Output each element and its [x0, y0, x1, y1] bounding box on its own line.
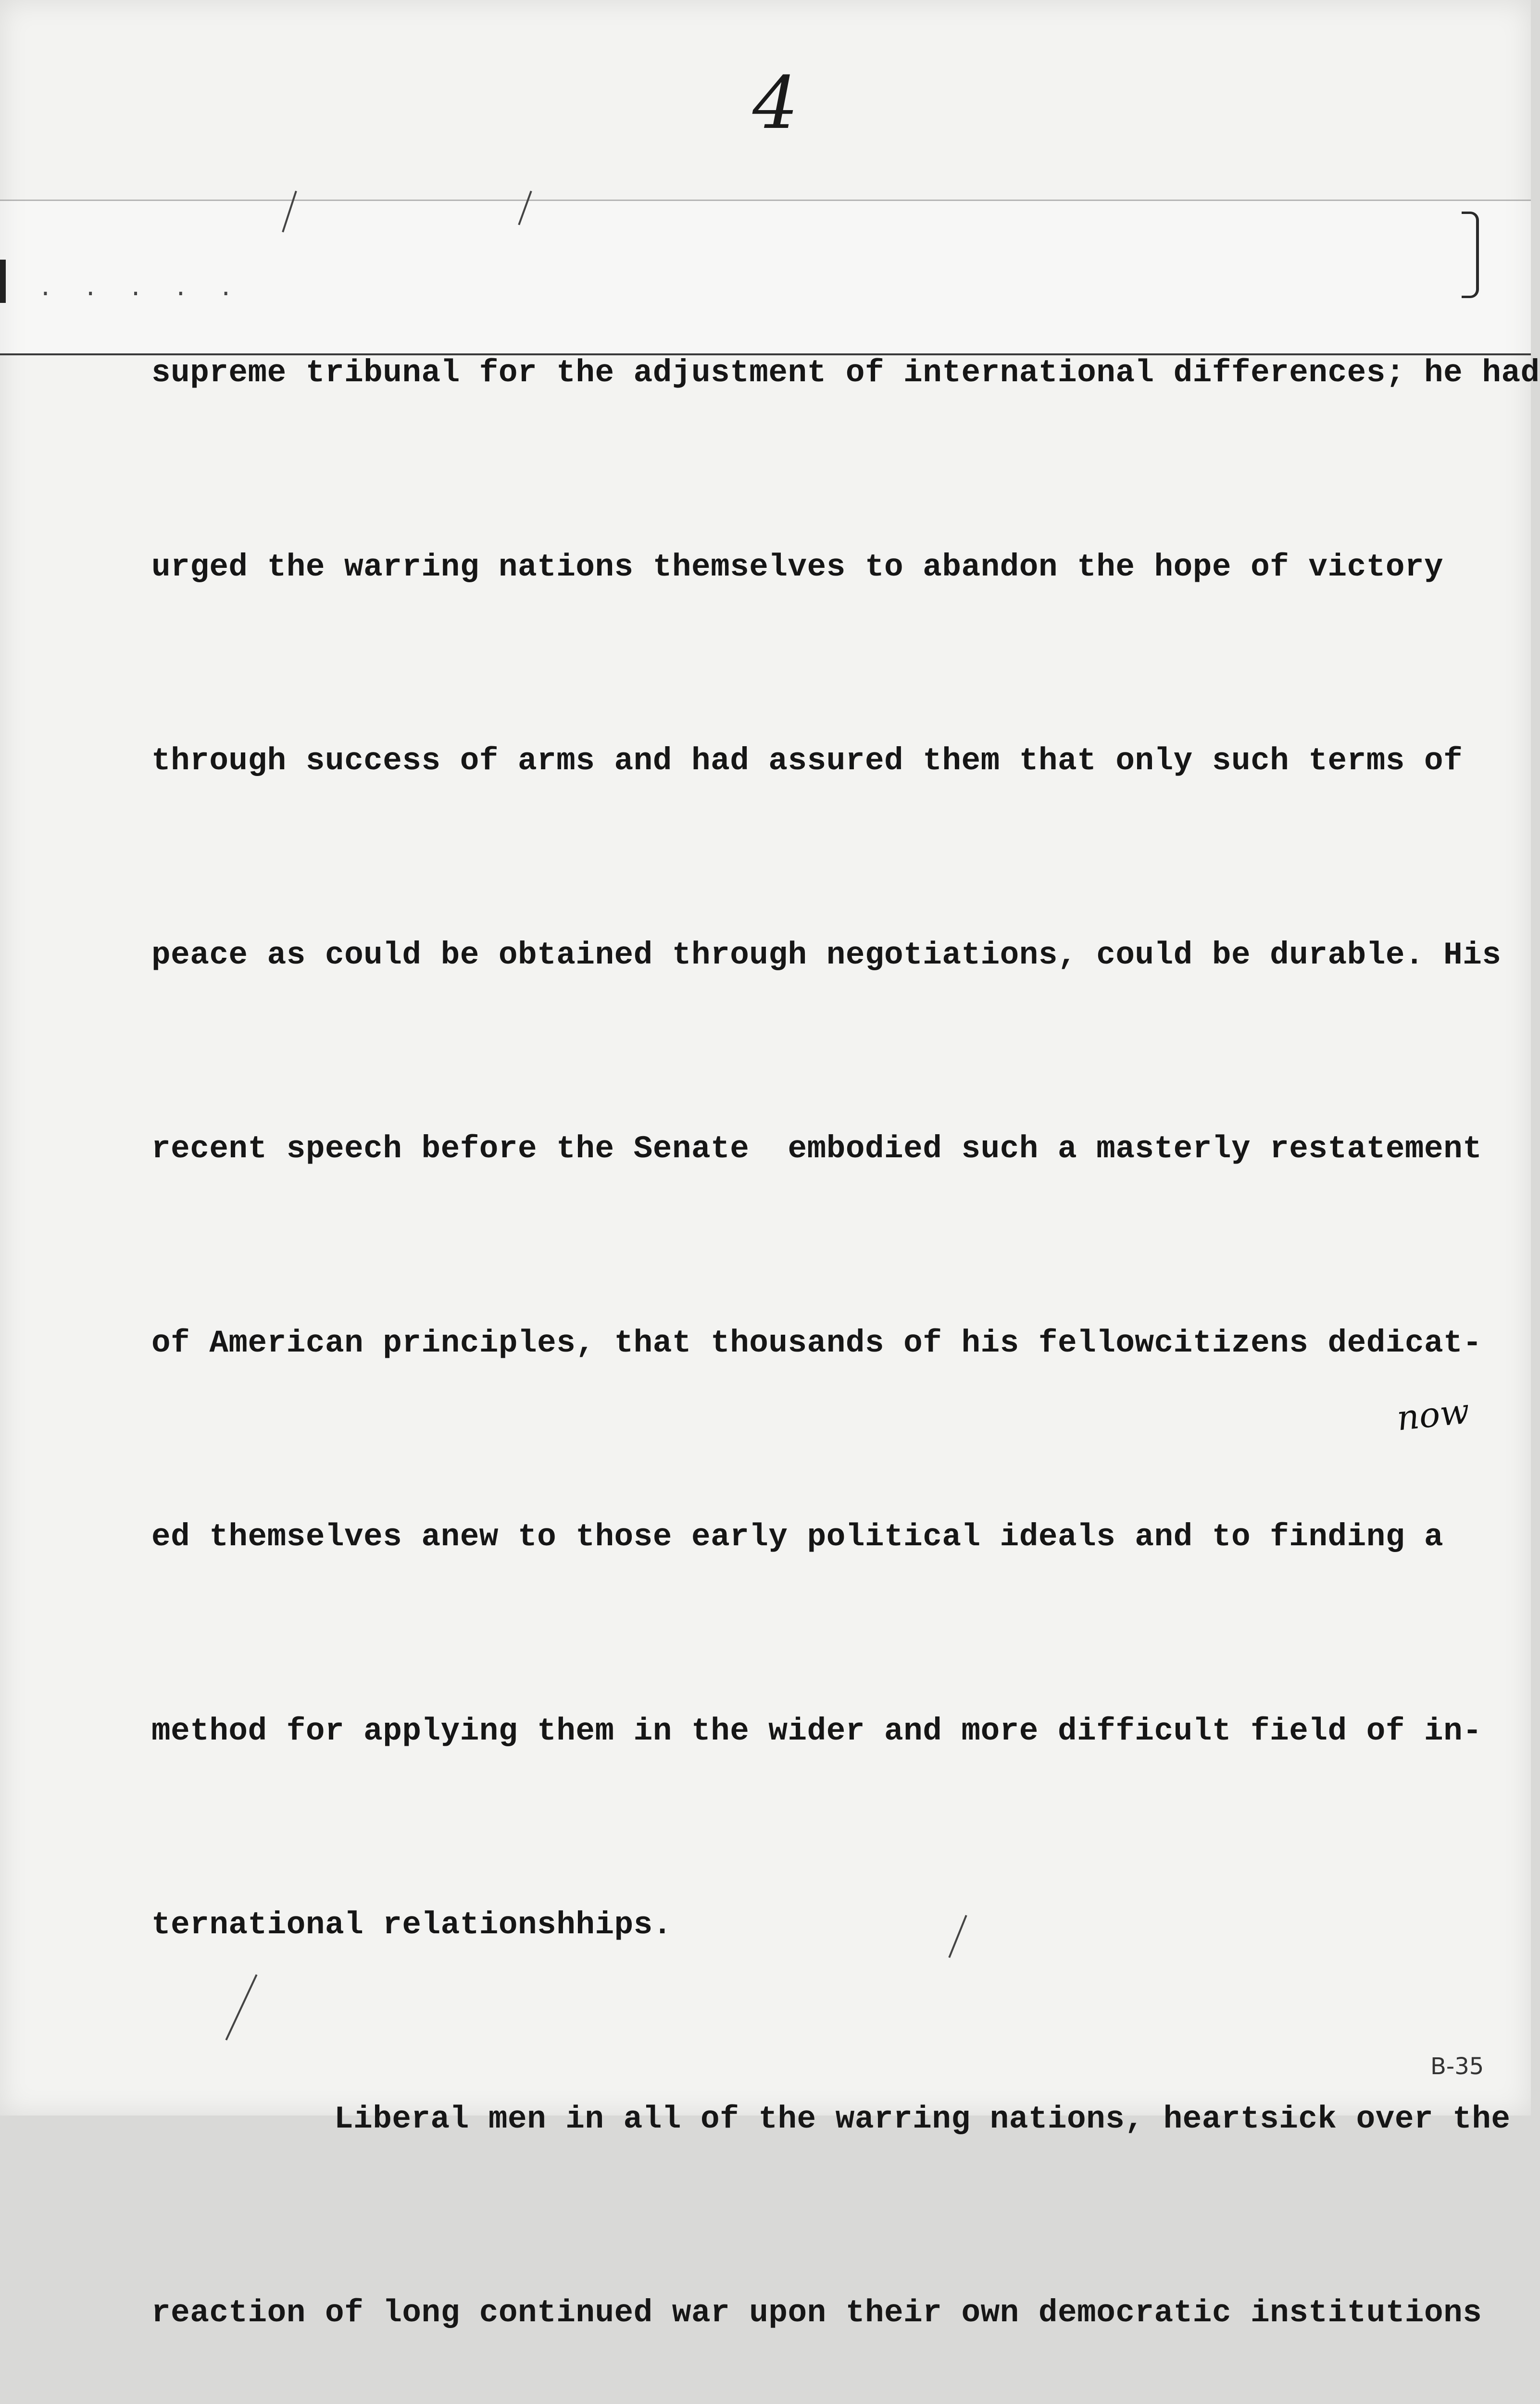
text-line: through success of arms and had assured them that only such terms of: [151, 743, 1463, 779]
text-line: supreme tribunal for the adjustment of international differences; he had: [151, 355, 1540, 391]
text-line: method for applying them in the wider and more difficult field of in-: [151, 1713, 1482, 1749]
paragraph-start-line: Liberal men in all of the warring nations, heartsick over the: [334, 2101, 1511, 2137]
text-line: of American principles, that thousands of his fellowcitizens dedicat-: [151, 1325, 1482, 1361]
text-line: reaction of long continued war upon their own democratic institutions: [151, 2295, 1482, 2331]
text-line: ternational relationshhips.: [151, 1907, 672, 1943]
edge-mark: [0, 260, 6, 303]
text-line: recent speech before the Senate embodied such a masterly restatement: [151, 1131, 1482, 1167]
typed-text-body: [151, 212, 1540, 2404]
page-number: 4: [752, 62, 799, 145]
text-line: peace as could be obtained through negotiations, could be durable. His: [151, 937, 1502, 973]
handwritten-insertion: now: [1395, 1390, 1472, 1439]
archive-page-mark: B-35: [1430, 2053, 1484, 2080]
text-line: urged the warring nations themselves to abandon the hope of victory: [151, 549, 1444, 585]
margin-dots: . . . . .: [38, 274, 242, 301]
text-line: ed themselves anew to those early political ideals and to finding a: [151, 1519, 1444, 1555]
